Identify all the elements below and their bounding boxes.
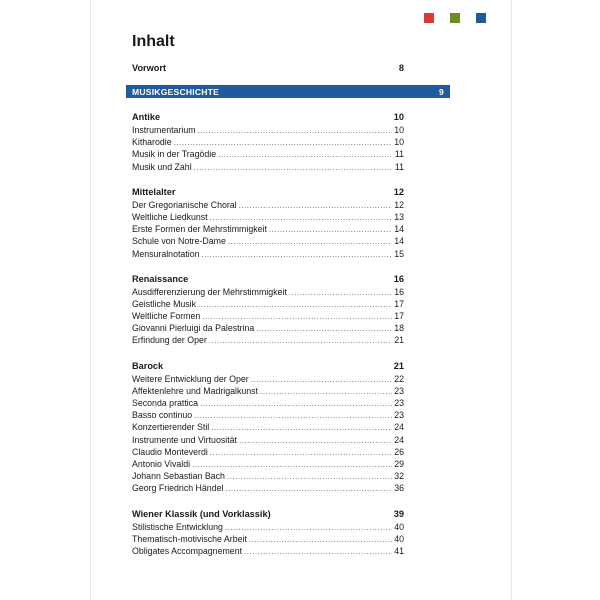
entry-title: Seconda prattica (132, 398, 199, 408)
dot-leader (225, 522, 392, 534)
toc-entry[interactable] (132, 470, 404, 482)
entry-title: Instrumentarium (132, 125, 196, 135)
entry-title: Giovanni Pierluigi da Palestrina (132, 323, 255, 334)
dot-leader (194, 410, 392, 422)
section-heading[interactable] (132, 186, 404, 199)
section-title: Renaissance (132, 273, 189, 284)
entry-page: 23 (394, 398, 404, 408)
dot-leader (249, 534, 392, 546)
entry-title: Konzertierender Stil (132, 422, 210, 433)
toc-entry[interactable] (132, 211, 404, 223)
toc-entry[interactable] (132, 223, 404, 235)
entry-title: Kitharodie (132, 137, 172, 148)
dot-leader (198, 125, 393, 137)
entry-title: Instrumente und Virtuosität (132, 434, 237, 445)
entry-page: 18 (394, 323, 404, 334)
section-heading[interactable] (132, 360, 404, 373)
entry-page: 14 (394, 236, 404, 247)
dot-leader (256, 323, 392, 335)
dot-leader (209, 335, 392, 347)
entry-title: Affektenlehre und Madrigalkunst (132, 385, 259, 396)
section-page: 21 (393, 360, 404, 371)
entry-page: 32 (394, 471, 404, 482)
dot-leader (200, 398, 392, 410)
entry-title: Geistliche Musik (132, 298, 197, 309)
entry-title: Erfindung der Oper (132, 335, 207, 346)
entry-page: 13 (394, 211, 404, 222)
toc-entry[interactable] (132, 533, 404, 545)
section-page: 16 (393, 273, 404, 284)
section-page: 12 (393, 186, 404, 197)
dot-leader (289, 287, 392, 299)
section-title: Antike (132, 112, 161, 122)
toc-entry[interactable] (132, 199, 404, 211)
entry-title: Claudio Monteverdi (132, 446, 208, 457)
entry-page: 40 (394, 521, 404, 532)
toc-entry[interactable] (132, 421, 404, 433)
entry-page: 16 (394, 286, 404, 297)
toc-entry[interactable] (132, 161, 404, 173)
entry-title: Georg Friedrich Händel (132, 483, 224, 494)
entry-page: 23 (394, 410, 404, 421)
entry-title: Musik in der Tragödie (132, 149, 217, 160)
toc-entry-vorwort[interactable] (132, 62, 404, 75)
entry-page: 12 (394, 199, 404, 210)
entry-page: 17 (394, 298, 404, 309)
section-title: Wiener Klassik (und Vorklassik) (132, 508, 271, 519)
red-square (424, 13, 434, 23)
entry-page: 26 (394, 446, 404, 457)
toc-entry[interactable] (132, 248, 404, 260)
dot-leader (211, 422, 392, 434)
entry-page: 29 (394, 458, 404, 469)
toc-entry[interactable] (132, 397, 404, 409)
entry-title: Johann Sebastian Bach (132, 471, 225, 482)
entry-page: 41 (394, 545, 404, 556)
dot-leader (201, 249, 392, 261)
section-page: 39 (393, 508, 404, 519)
dot-leader (218, 149, 393, 161)
toc-entry[interactable] (132, 124, 404, 136)
toc-entry[interactable] (132, 482, 404, 494)
toc-entry[interactable] (132, 286, 404, 298)
toc-entry[interactable] (132, 310, 404, 322)
entry-page: 8 (398, 63, 404, 73)
entry-title: Musik und Zahl (132, 161, 192, 172)
entry-title: Schule von Notre-Dame (132, 236, 226, 247)
blue-square (476, 13, 486, 23)
entry-page: 11 (394, 149, 404, 160)
dot-leader (210, 447, 392, 459)
section-heading[interactable] (132, 273, 404, 286)
entry-page: 40 (394, 533, 404, 544)
entry-page: 23 (394, 385, 404, 396)
dot-leader (260, 386, 392, 398)
dot-leader (269, 224, 392, 236)
entry-page: 17 (394, 311, 404, 322)
toc-entry[interactable] (132, 148, 404, 160)
band-title: MUSIKGESCHICHTE (132, 86, 220, 97)
entry-title: Weltliche Formen (132, 311, 201, 322)
entry-page: 24 (394, 422, 404, 433)
toc-entry[interactable] (132, 434, 404, 446)
dot-leader (198, 299, 392, 311)
page-title: Inhalt (132, 33, 175, 50)
green-square (450, 13, 460, 23)
dot-leader (251, 374, 393, 386)
dot-leader (194, 162, 393, 174)
entry-page: 10 (394, 125, 404, 135)
toc-entry[interactable] (132, 322, 404, 334)
toc-entry[interactable] (132, 446, 404, 458)
toc-entry[interactable] (132, 385, 404, 397)
toc-entry[interactable] (132, 136, 404, 148)
section-heading[interactable] (132, 508, 404, 521)
dot-leader (239, 435, 392, 447)
section-band[interactable] (126, 85, 450, 98)
entry-page: 11 (394, 161, 404, 172)
entry-title: Basso continuo (132, 410, 193, 421)
dot-leader (244, 546, 392, 558)
section-title: Barock (132, 360, 164, 371)
entry-title: Mensuralnotation (132, 248, 200, 259)
dot-leader (228, 236, 392, 248)
color-squares (424, 13, 486, 23)
entry-title: Erste Formen der Mehrstimmigkeit (132, 224, 267, 235)
toc-entry[interactable] (132, 409, 404, 421)
entry-page: 21 (394, 335, 404, 346)
entry-page: 14 (394, 224, 404, 235)
toc-entry[interactable] (132, 334, 404, 346)
entry-title: Obligates Accompagnement (132, 545, 243, 556)
entry-title: Stilistische Entwicklung (132, 521, 223, 532)
entry-title: Vorwort (132, 63, 167, 73)
entry-title: Thematisch-motivische Arbeit (132, 533, 247, 544)
entry-page: 36 (394, 483, 404, 494)
toc-entry[interactable] (132, 373, 404, 385)
toc-entry[interactable] (132, 235, 404, 247)
toc-entry[interactable] (132, 298, 404, 310)
entry-title: Der Gregorianische Choral (132, 199, 237, 210)
entry-page: 24 (394, 434, 404, 445)
entry-page: 10 (394, 137, 404, 148)
toc-entry[interactable] (132, 521, 404, 533)
toc-entry[interactable] (132, 458, 404, 470)
dot-leader (225, 483, 392, 495)
section-title: Mittelalter (132, 186, 176, 197)
section-heading[interactable] (132, 111, 404, 124)
entry-page: 22 (394, 373, 404, 384)
band-page: 9 (439, 86, 444, 97)
entry-title: Antonio Vivaldi (132, 458, 191, 469)
dot-leader (239, 200, 393, 212)
entry-title: Ausdifferenzierung der Mehrstimmigkeit (132, 286, 287, 297)
section-page: 10 (393, 112, 404, 122)
dot-leader (227, 471, 392, 483)
toc-sections (132, 98, 404, 557)
entry-title: Weltliche Liedkunst (132, 211, 208, 222)
table-of-contents (132, 62, 444, 557)
entry-page: 15 (394, 248, 404, 259)
toc-entry[interactable] (132, 545, 404, 557)
entry-title: Weitere Entwicklung der Oper (132, 373, 249, 384)
